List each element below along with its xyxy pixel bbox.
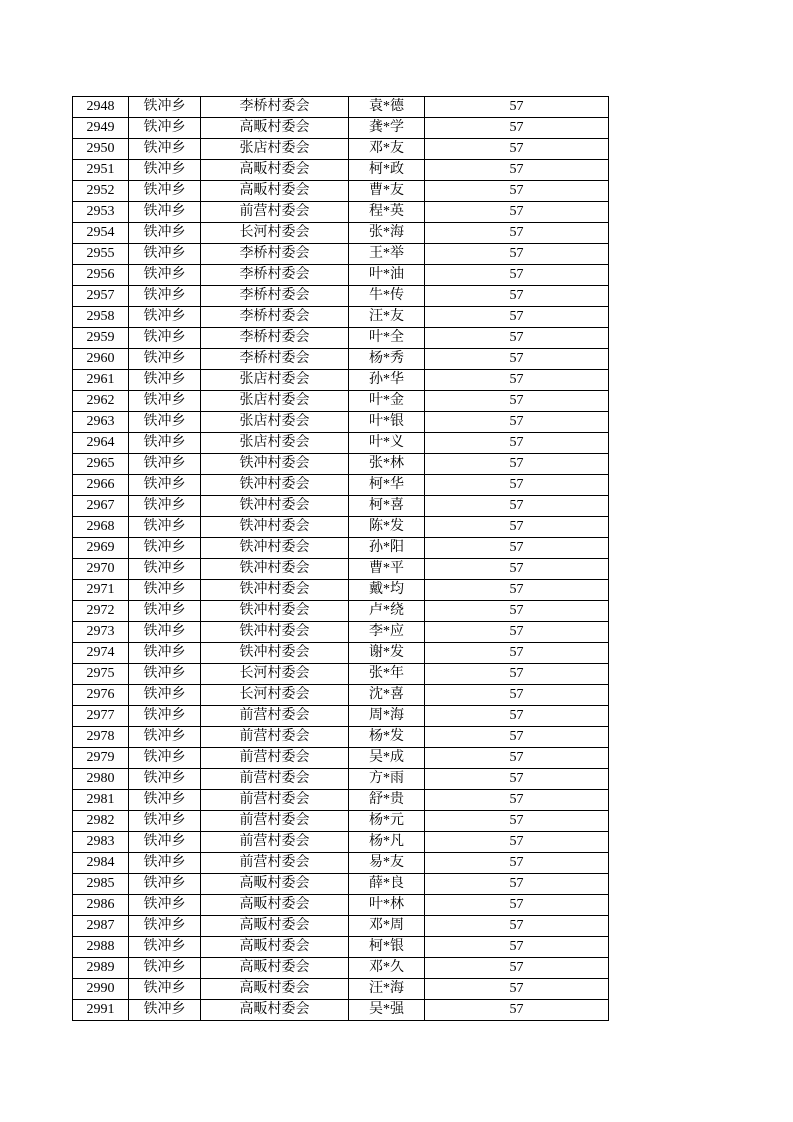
township-cell: 铁冲乡 [129,307,201,328]
village-committee-cell: 长河村委会 [201,664,349,685]
village-committee-cell: 李桥村委会 [201,286,349,307]
name-cell: 张*海 [349,223,425,244]
age-cell: 57 [425,706,609,727]
village-committee-cell: 高畈村委会 [201,979,349,1000]
table-row [73,244,609,265]
name-cell: 柯*喜 [349,496,425,517]
village-committee-cell: 高畈村委会 [201,1000,349,1021]
age-cell: 57 [425,475,609,496]
village-committee-cell: 李桥村委会 [201,307,349,328]
row-number-cell: 2958 [73,307,129,328]
table-row [73,433,609,454]
age-cell: 57 [425,958,609,979]
row-number-cell: 2986 [73,895,129,916]
township-cell: 铁冲乡 [129,727,201,748]
township-cell: 铁冲乡 [129,706,201,727]
table-row [73,685,609,706]
village-committee-cell: 李桥村委会 [201,328,349,349]
age-cell: 57 [425,412,609,433]
table-row [73,223,609,244]
table-row [73,286,609,307]
age-cell: 57 [425,307,609,328]
village-committee-cell: 高畈村委会 [201,160,349,181]
table-row [73,139,609,160]
age-cell: 57 [425,622,609,643]
village-committee-cell: 高畈村委会 [201,916,349,937]
name-cell: 薛*良 [349,874,425,895]
age-cell: 57 [425,538,609,559]
table-row [73,958,609,979]
village-committee-cell: 高畈村委会 [201,895,349,916]
township-cell: 铁冲乡 [129,496,201,517]
township-cell: 铁冲乡 [129,685,201,706]
table-row [73,916,609,937]
township-cell: 铁冲乡 [129,139,201,160]
name-cell: 沈*喜 [349,685,425,706]
township-cell: 铁冲乡 [129,748,201,769]
name-cell: 柯*政 [349,160,425,181]
age-cell: 57 [425,454,609,475]
table-row [73,664,609,685]
age-cell: 57 [425,391,609,412]
township-cell: 铁冲乡 [129,538,201,559]
name-cell: 吴*强 [349,1000,425,1021]
age-cell: 57 [425,727,609,748]
age-cell: 57 [425,1000,609,1021]
village-committee-cell: 前营村委会 [201,832,349,853]
row-number-cell: 2959 [73,328,129,349]
name-cell: 程*英 [349,202,425,223]
table-row [73,118,609,139]
age-cell: 57 [425,223,609,244]
row-number-cell: 2976 [73,685,129,706]
row-number-cell: 2956 [73,265,129,286]
row-number-cell: 2952 [73,181,129,202]
township-cell: 铁冲乡 [129,370,201,391]
table-row [73,979,609,1000]
name-cell: 卢*绕 [349,601,425,622]
row-number-cell: 2979 [73,748,129,769]
township-cell: 铁冲乡 [129,559,201,580]
age-cell: 57 [425,895,609,916]
table-row [73,160,609,181]
village-committee-cell: 高畈村委会 [201,874,349,895]
village-committee-cell: 张店村委会 [201,391,349,412]
row-number-cell: 2984 [73,853,129,874]
name-cell: 杨*发 [349,727,425,748]
table-row [73,202,609,223]
township-cell: 铁冲乡 [129,181,201,202]
village-committee-cell: 高畈村委会 [201,958,349,979]
table-row [73,769,609,790]
village-committee-cell: 前营村委会 [201,769,349,790]
village-committee-cell: 高畈村委会 [201,937,349,958]
township-cell: 铁冲乡 [129,874,201,895]
row-number-cell: 2963 [73,412,129,433]
age-cell: 57 [425,349,609,370]
row-number-cell: 2961 [73,370,129,391]
row-number-cell: 2971 [73,580,129,601]
age-cell: 57 [425,790,609,811]
row-number-cell: 2965 [73,454,129,475]
township-cell: 铁冲乡 [129,853,201,874]
row-number-cell: 2980 [73,769,129,790]
age-cell: 57 [425,160,609,181]
row-number-cell: 2974 [73,643,129,664]
row-number-cell: 2962 [73,391,129,412]
age-cell: 57 [425,265,609,286]
village-committee-cell: 铁冲村委会 [201,622,349,643]
township-cell: 铁冲乡 [129,160,201,181]
township-cell: 铁冲乡 [129,601,201,622]
row-number-cell: 2990 [73,979,129,1000]
name-cell: 杨*秀 [349,349,425,370]
age-cell: 57 [425,937,609,958]
age-cell: 57 [425,286,609,307]
village-committee-cell: 前营村委会 [201,202,349,223]
age-cell: 57 [425,685,609,706]
age-cell: 57 [425,244,609,265]
table-row [73,538,609,559]
village-committee-cell: 李桥村委会 [201,244,349,265]
age-cell: 57 [425,811,609,832]
table-row [73,1000,609,1021]
row-number-cell: 2982 [73,811,129,832]
table-row [73,349,609,370]
name-cell: 孙*华 [349,370,425,391]
township-cell: 铁冲乡 [129,391,201,412]
table-row [73,622,609,643]
name-cell: 叶*全 [349,328,425,349]
table-row [73,97,609,118]
township-cell: 铁冲乡 [129,790,201,811]
row-number-cell: 2987 [73,916,129,937]
table-row [73,874,609,895]
table-row [73,853,609,874]
age-cell: 57 [425,601,609,622]
township-cell: 铁冲乡 [129,895,201,916]
table-row [73,811,609,832]
age-cell: 57 [425,580,609,601]
row-number-cell: 2968 [73,517,129,538]
row-number-cell: 2950 [73,139,129,160]
age-cell: 57 [425,664,609,685]
township-cell: 铁冲乡 [129,1000,201,1021]
table-row [73,601,609,622]
table-row [73,370,609,391]
township-cell: 铁冲乡 [129,958,201,979]
age-cell: 57 [425,328,609,349]
row-number-cell: 2966 [73,475,129,496]
age-cell: 57 [425,832,609,853]
name-cell: 叶*义 [349,433,425,454]
row-number-cell: 2960 [73,349,129,370]
village-committee-cell: 高畈村委会 [201,118,349,139]
age-cell: 57 [425,97,609,118]
row-number-cell: 2978 [73,727,129,748]
age-cell: 57 [425,496,609,517]
table-row [73,307,609,328]
age-cell: 57 [425,139,609,160]
row-number-cell: 2948 [73,97,129,118]
age-cell: 57 [425,874,609,895]
township-cell: 铁冲乡 [129,118,201,139]
name-cell: 曹*平 [349,559,425,580]
name-cell: 陈*发 [349,517,425,538]
village-committee-cell: 李桥村委会 [201,349,349,370]
village-committee-cell: 铁冲村委会 [201,517,349,538]
name-cell: 易*友 [349,853,425,874]
name-cell: 袁*德 [349,97,425,118]
village-committee-cell: 铁冲村委会 [201,454,349,475]
table-row [73,517,609,538]
row-number-cell: 2967 [73,496,129,517]
age-cell: 57 [425,769,609,790]
table-row [73,496,609,517]
village-committee-cell: 铁冲村委会 [201,475,349,496]
village-committee-cell: 铁冲村委会 [201,643,349,664]
table-row [73,832,609,853]
row-number-cell: 2954 [73,223,129,244]
township-cell: 铁冲乡 [129,433,201,454]
table-row [73,328,609,349]
table-row [73,580,609,601]
table-row [73,706,609,727]
village-committee-cell: 铁冲村委会 [201,580,349,601]
name-cell: 柯*华 [349,475,425,496]
township-cell: 铁冲乡 [129,202,201,223]
row-number-cell: 2988 [73,937,129,958]
age-cell: 57 [425,979,609,1000]
row-number-cell: 2969 [73,538,129,559]
age-cell: 57 [425,853,609,874]
township-cell: 铁冲乡 [129,811,201,832]
township-cell: 铁冲乡 [129,454,201,475]
row-number-cell: 2991 [73,1000,129,1021]
table-body [73,97,609,1021]
village-committee-cell: 铁冲村委会 [201,538,349,559]
age-cell: 57 [425,433,609,454]
township-cell: 铁冲乡 [129,916,201,937]
village-committee-cell: 张店村委会 [201,433,349,454]
data-table [72,96,609,1021]
name-cell: 周*海 [349,706,425,727]
township-cell: 铁冲乡 [129,328,201,349]
name-cell: 杨*元 [349,811,425,832]
name-cell: 李*应 [349,622,425,643]
name-cell: 戴*均 [349,580,425,601]
name-cell: 汪*海 [349,979,425,1000]
village-committee-cell: 前营村委会 [201,706,349,727]
village-committee-cell: 长河村委会 [201,223,349,244]
village-committee-cell: 铁冲村委会 [201,496,349,517]
name-cell: 邓*友 [349,139,425,160]
township-cell: 铁冲乡 [129,412,201,433]
township-cell: 铁冲乡 [129,475,201,496]
village-committee-cell: 张店村委会 [201,412,349,433]
table-row [73,937,609,958]
age-cell: 57 [425,370,609,391]
row-number-cell: 2985 [73,874,129,895]
village-committee-cell: 李桥村委会 [201,97,349,118]
township-cell: 铁冲乡 [129,664,201,685]
table-row [73,265,609,286]
village-committee-cell: 前营村委会 [201,727,349,748]
village-committee-cell: 前营村委会 [201,748,349,769]
village-committee-cell: 高畈村委会 [201,181,349,202]
village-committee-cell: 长河村委会 [201,685,349,706]
township-cell: 铁冲乡 [129,832,201,853]
name-cell: 张*林 [349,454,425,475]
name-cell: 牛*传 [349,286,425,307]
row-number-cell: 2964 [73,433,129,454]
table-row [73,643,609,664]
township-cell: 铁冲乡 [129,979,201,1000]
name-cell: 叶*银 [349,412,425,433]
name-cell: 柯*银 [349,937,425,958]
name-cell: 曹*友 [349,181,425,202]
table-row [73,727,609,748]
name-cell: 吴*成 [349,748,425,769]
township-cell: 铁冲乡 [129,580,201,601]
village-committee-cell: 前营村委会 [201,811,349,832]
age-cell: 57 [425,643,609,664]
name-cell: 邓*周 [349,916,425,937]
township-cell: 铁冲乡 [129,244,201,265]
township-cell: 铁冲乡 [129,265,201,286]
name-cell: 王*举 [349,244,425,265]
table-row [73,181,609,202]
township-cell: 铁冲乡 [129,769,201,790]
name-cell: 舒*贵 [349,790,425,811]
age-cell: 57 [425,748,609,769]
name-cell: 方*雨 [349,769,425,790]
table-row [73,412,609,433]
township-cell: 铁冲乡 [129,97,201,118]
table-row [73,475,609,496]
row-number-cell: 2970 [73,559,129,580]
row-number-cell: 2972 [73,601,129,622]
age-cell: 57 [425,118,609,139]
age-cell: 57 [425,202,609,223]
table-row [73,790,609,811]
township-cell: 铁冲乡 [129,937,201,958]
village-committee-cell: 铁冲村委会 [201,601,349,622]
row-number-cell: 2955 [73,244,129,265]
age-cell: 57 [425,181,609,202]
age-cell: 57 [425,517,609,538]
row-number-cell: 2989 [73,958,129,979]
name-cell: 叶*林 [349,895,425,916]
table-row [73,391,609,412]
village-committee-cell: 铁冲村委会 [201,559,349,580]
table-row [73,454,609,475]
table-row [73,895,609,916]
row-number-cell: 2983 [73,832,129,853]
row-number-cell: 2977 [73,706,129,727]
row-number-cell: 2981 [73,790,129,811]
village-committee-cell: 前营村委会 [201,790,349,811]
village-committee-cell: 李桥村委会 [201,265,349,286]
name-cell: 汪*友 [349,307,425,328]
age-cell: 57 [425,559,609,580]
name-cell: 杨*凡 [349,832,425,853]
township-cell: 铁冲乡 [129,286,201,307]
row-number-cell: 2953 [73,202,129,223]
name-cell: 龚*学 [349,118,425,139]
village-committee-cell: 张店村委会 [201,139,349,160]
township-cell: 铁冲乡 [129,223,201,244]
name-cell: 张*年 [349,664,425,685]
row-number-cell: 2957 [73,286,129,307]
name-cell: 谢*发 [349,643,425,664]
name-cell: 邓*久 [349,958,425,979]
township-cell: 铁冲乡 [129,622,201,643]
age-cell: 57 [425,916,609,937]
row-number-cell: 2975 [73,664,129,685]
township-cell: 铁冲乡 [129,349,201,370]
name-cell: 孙*阳 [349,538,425,559]
village-committee-cell: 张店村委会 [201,370,349,391]
village-committee-cell: 前营村委会 [201,853,349,874]
table-row [73,748,609,769]
table-row [73,559,609,580]
row-number-cell: 2973 [73,622,129,643]
name-cell: 叶*油 [349,265,425,286]
name-cell: 叶*金 [349,391,425,412]
township-cell: 铁冲乡 [129,517,201,538]
township-cell: 铁冲乡 [129,643,201,664]
row-number-cell: 2951 [73,160,129,181]
row-number-cell: 2949 [73,118,129,139]
